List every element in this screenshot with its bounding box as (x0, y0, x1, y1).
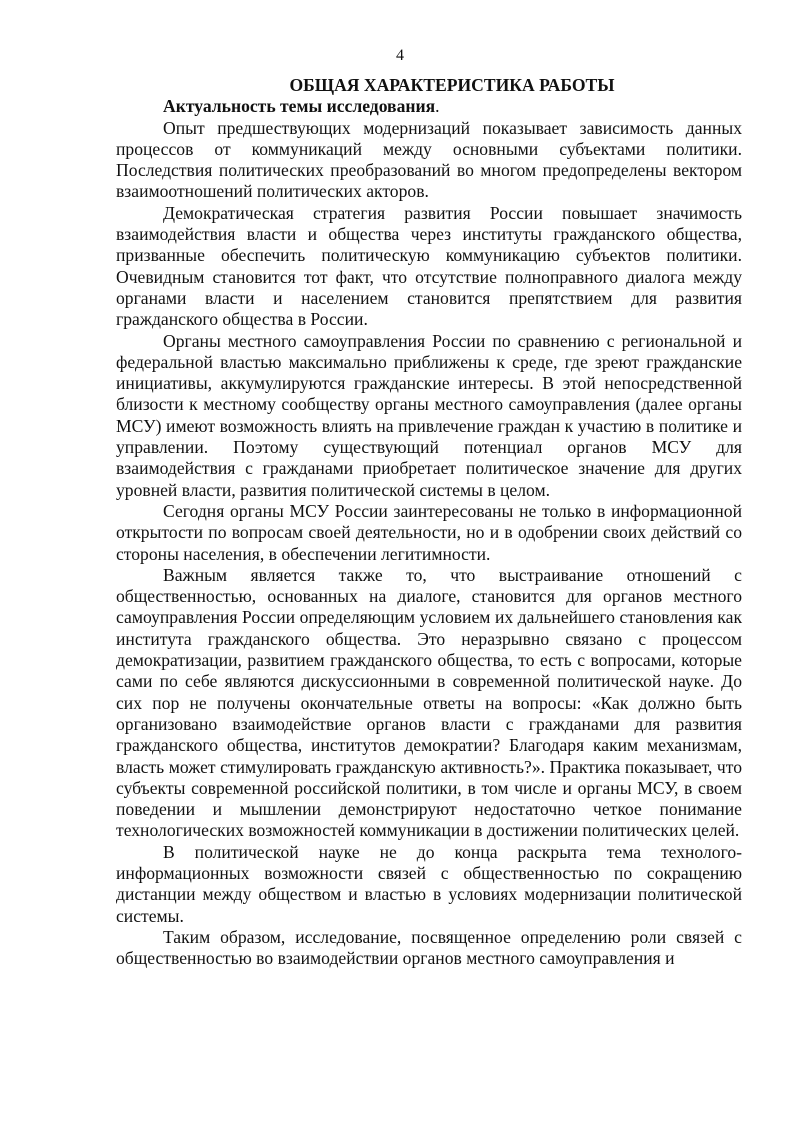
subsection-title: Актуальность темы исследования (163, 96, 436, 117)
paragraph: В политической науке не до конца раскрыта тема технолого-информационных возможности связей с общественностью по сокращению дистанции между обществом и властью в условиях модернизации политической системы. (116, 841, 742, 926)
paragraph: Таким образом, исследование, посвященное определению роли связей с общественностью во взаимодействии органов местного самоуправления и (116, 926, 742, 969)
subsection-heading (116, 96, 742, 117)
paragraph: Сегодня органы МСУ России заинтересованы не только в информационной открытости по вопросам своей деятельности, но и в одобрении своих действий со стороны населения, в обеспечении легитимности. (116, 500, 742, 564)
paragraph: Опыт предшествующих модернизаций показывает зависимость данных процессов от коммуникаций между основными субъектами политики. Последствия политических преобразований во многом предопределены вектором взаимоотношений политических акторов. (116, 117, 742, 202)
page-number: 4 (396, 47, 404, 64)
paragraph: Важным является также то, что выстраивание отношений с общественностью, основанных на диалоге, становится для органов местного самоуправления России определяющим условием их дальнейшего становления как института гражданского общества. Это неразрывно связано с процессом демократизации, развитием гражданского общества, то есть с вопросами, которые сами по себе являются дискуссионными в современной политической науке. До сих пор не получены окончательные ответы на вопросы: «Как должно быть организовано взаимодействие органов власти с гражданами для развития гражданского общества, институтов демократии? Благодаря каким механизмам, власть может стимулировать гражданскую активность?». Практика показывает, что субъекты современной российской политики, в том числе и органы МСУ, в своем поведении и мышлении демонстрируют недостаточно четкое понимание технологических возможностей коммуникации в достижении политических целей. (116, 564, 742, 841)
subsection-period: . (435, 96, 440, 117)
paragraph: Демократическая стратегия развития России повышает значимость взаимодействия власти и общества через институты гражданского общества, призванные обеспечить политическую коммуникацию субъектов политики. Очевидным становится тот факт, что отсутствие полноправного диалога между органами власти и населением становится препятствием для развития гражданского общества в России. (116, 202, 742, 330)
section-heading: ОБЩАЯ ХАРАКТЕРИСТИКА РАБОТЫ (289, 75, 615, 95)
paragraph: Органы местного самоуправления России по сравнению с региональной и федеральной властью максимально приближены к среде, где зреют гражданские инициативы, аккумулируются гражданские интересы. В этой непосредственной близости к местному сообществу органы местного самоуправления (далее органы МСУ) имеют возможность влиять на привлечение граждан к участию в политике и управлении. Поэтому существующий потенциал органов МСУ для взаимодействия с гражданами приобретает политическое значение для других уровней власти, развития политической системы в целом. (116, 330, 742, 500)
page-body (116, 75, 742, 969)
